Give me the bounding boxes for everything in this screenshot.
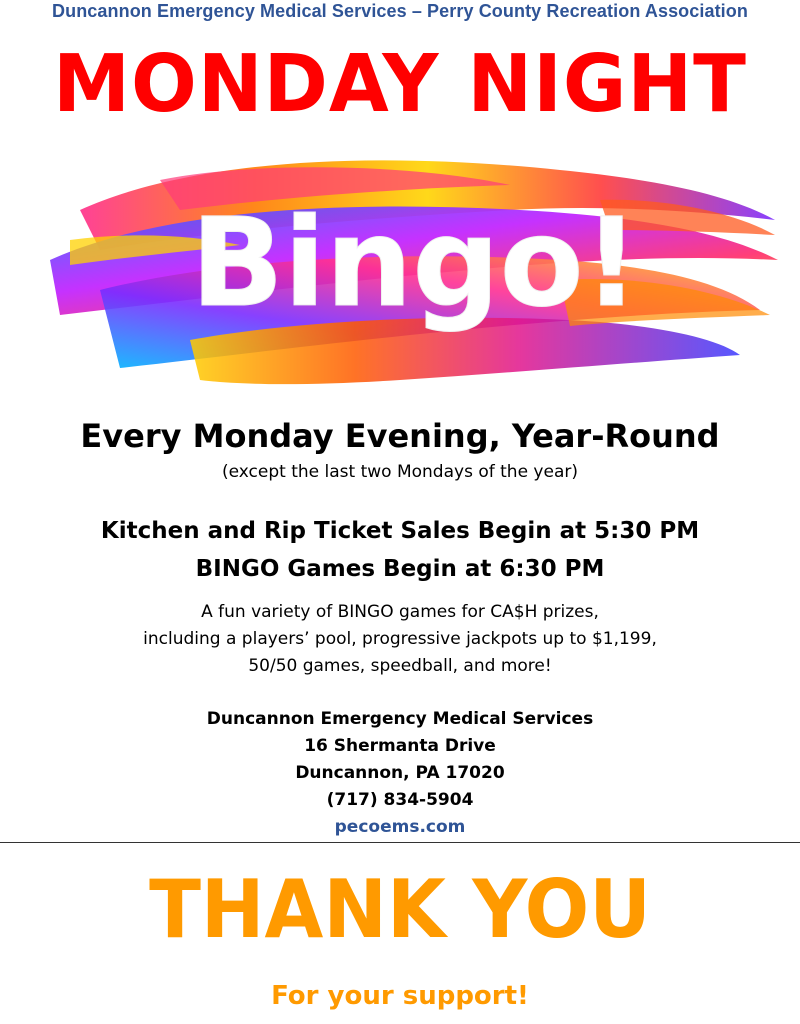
venue-name: Duncannon Emergency Medical Services (206, 709, 594, 729)
ticket-sales-time: Kitchen and Rip Ticket Sales Begin at 5:30 PM (100, 518, 700, 544)
venue-street: 16 Shermanta Drive (304, 736, 496, 756)
games-start-time: BINGO Games Begin at 6:30 PM (195, 556, 605, 582)
website-link[interactable]: pecoems.com (334, 817, 466, 837)
thank-you-title: THANK YOU (149, 863, 651, 956)
thank-you-subtitle: For your support! (271, 981, 529, 1011)
venue-address (0, 706, 800, 841)
venue-phone: (717) 834-5904 (326, 790, 474, 810)
prize-line: 50/50 games, speedball, and more! (248, 656, 552, 676)
session-times (0, 512, 800, 588)
paint-splash-bingo-logo (40, 140, 780, 390)
bingo-word: Bingo! (190, 192, 640, 334)
section-divider (0, 842, 800, 843)
headline-title: MONDAY NIGHT (53, 38, 747, 130)
venue-city: Duncannon, PA 17020 (295, 763, 505, 783)
prize-line: including a players’ pool, progressive jackpots up to $1,199, (143, 629, 657, 649)
schedule-note: (except the last two Mondays of the year) (222, 462, 578, 482)
organizations-header: Duncannon Emergency Medical Services – Perry County Recreation Association (52, 1, 748, 21)
prize-line: A fun variety of BINGO games for CA$H prizes, (201, 602, 599, 622)
schedule-title: Every Monday Evening, Year-Round (80, 417, 720, 455)
prize-description (0, 599, 800, 680)
